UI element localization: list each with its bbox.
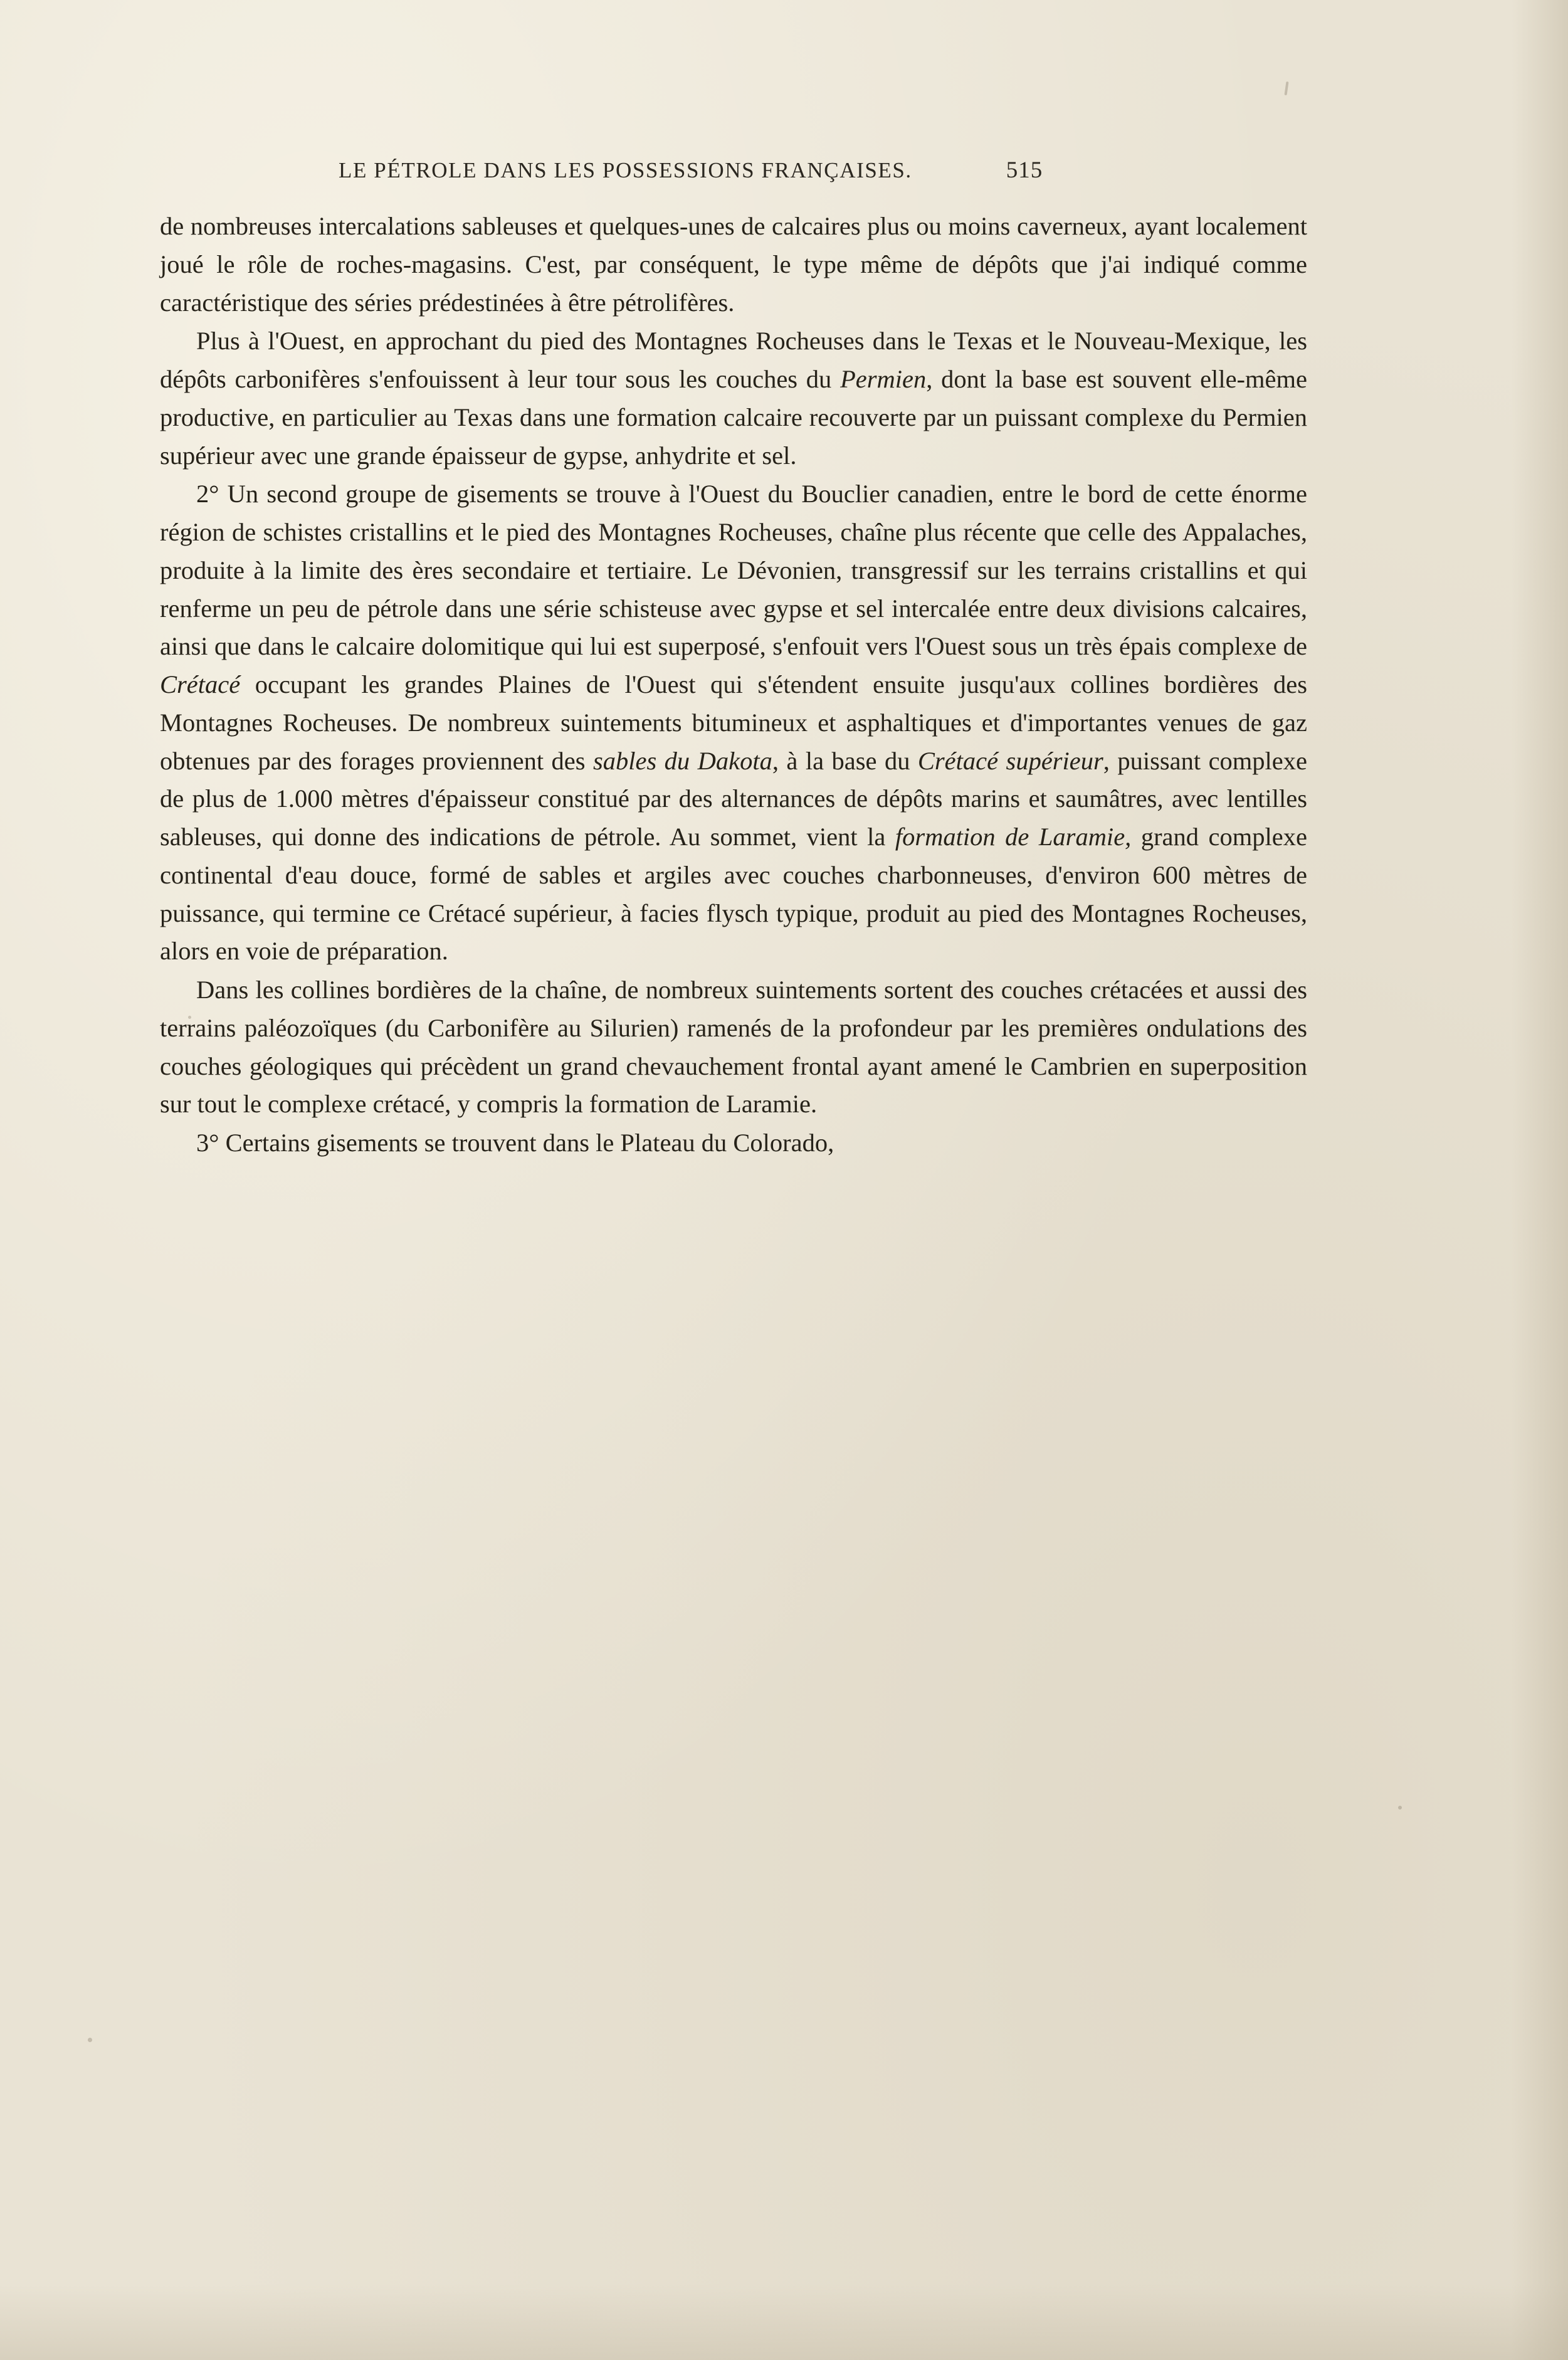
paper-speck <box>88 2038 92 2042</box>
page-edge-shading <box>1512 0 1568 2360</box>
body-text <box>160 208 1307 1162</box>
paragraph: Plus à l'Ouest, en approchant du pied des Montagnes Rocheuses dans le Texas et le Nouveau-Mexique, les dépôts carbonifères s'enfouissent à leur tour sous les couches du Permien, dont la base est souvent elle-même productive, en particulier au Texas dans une formation calcaire recouverte par un puissant complexe du Permien supérieur avec une grande épaisseur de gypse, anhydrite et sel. <box>160 327 1307 470</box>
paragraph: 3° Certains gisements se trouvent dans le Plateau du Colorado, <box>196 1129 834 1157</box>
paper-speck <box>1284 82 1288 95</box>
page-header <box>160 157 1307 184</box>
running-title: LE PÉTROLE DANS LES POSSESSIONS FRANÇAISES. <box>339 158 912 182</box>
paragraph: 2° Un second groupe de gisements se trouve à l'Ouest du Bouclier canadien, entre le bord de cette énorme région de schistes cristallins et le pied des Montagnes Rocheuses, chaîne plus récente que celle des Appalaches, produite à la limite des ères secondaire et tertiaire. Le Dévonien, transgressif sur les terrains cristallins et qui renferme un peu de pétrole dans une série schisteuse avec gypse et sel intercalée entre deux divisions calcaires, ainsi que dans le calcaire dolomitique qui lui est superposé, s'enfouit vers l'Ouest sous un très épais complexe de Crétacé occupant les grandes Plaines de l'Ouest qui s'étendent ensuite jusqu'aux collines bordières des Montagnes Rocheuses. De nombreux suintements bitumineux et asphaltiques et d'importantes venues de gaz obtenues par des forages proviennent des sables du Dakota, à la base du Crétacé supérieur, puissant complexe de plus de 1.000 mètres d'épaisseur constitué par des alternances de dépôts marins et saumâtres, avec lentilles sableuses, qui donne des indications de pétrole. Au sommet, vient la formation de Laramie, grand complexe continental d'eau douce, formé de sables et argiles avec couches charbonneuses, d'environ 600 mètres de puissance, qui termine ce Crétacé supérieur, à facies flysch typique, produit au pied des Montagnes Rocheuses, alors en voie de préparation. <box>160 480 1308 966</box>
paragraph: de nombreuses intercalations sableuses et quelques-unes de calcaires plus ou moins caverneux, ayant localement joué le rôle de roches-magasins. C'est, par conséquent, le type même de dépôts que j'ai indiqué comme caractéristique des séries prédestinées à être pétrolifères. <box>160 212 1307 317</box>
paper-speck <box>1398 1806 1402 1810</box>
page-bottom-shading <box>0 2285 1568 2360</box>
page-number: 515 <box>1006 157 1043 183</box>
paragraph: Dans les collines bordières de la chaîne, de nombreux suintements sortent des couches crétacées et aussi des terrains paléozoïques (du Carbonifère au Silurien) ramenés de la profondeur par les premières ondulations des couches géologiques qui précèdent un grand chevauchement frontal ayant amené le Cambrien en superposition sur tout le complexe crétacé, y compris la formation de Laramie. <box>160 976 1307 1119</box>
page-content <box>160 157 1307 1163</box>
